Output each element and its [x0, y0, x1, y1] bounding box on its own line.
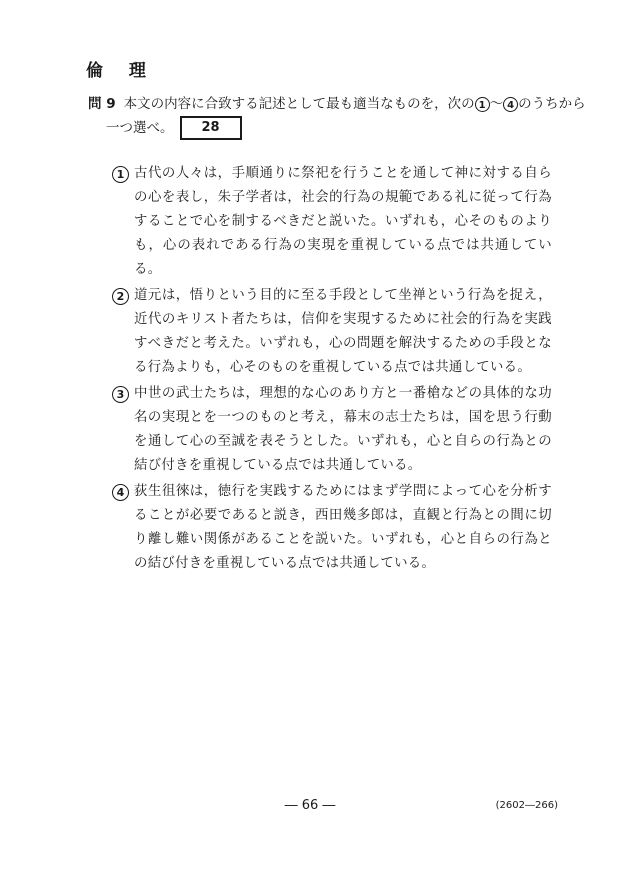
option-3-marker: 3 [112, 386, 129, 403]
option-1-text: 古代の人々は，手順通りに祭祀を行うことを通して神に対する自らの心を表し，朱子学者は，社会的行為の規範である礼に従って行為することで心を制するべきだと説いた。いずれも，心そのものよりも，心の表れである行為の実現を重視している点では共通している。 [134, 166, 552, 277]
question-stem [88, 92, 586, 136]
range-start-marker: 1 [475, 97, 490, 112]
question-text-tail: のうちから [518, 96, 586, 112]
range-separator: ～ [489, 96, 504, 112]
option-1[interactable] [112, 162, 552, 282]
question-text-line2: 一つ選べ。 [106, 120, 174, 136]
option-2[interactable] [112, 284, 552, 380]
option-2-marker: 2 [112, 288, 129, 305]
question-text: 本文の内容に合致する記述として最も適当なものを，次の [123, 96, 475, 112]
option-3[interactable] [112, 382, 552, 478]
subject-title: 倫 理 [86, 61, 156, 81]
option-2-text: 道元は，悟りという目的に至る手段として坐禅という行為を捉え，近代のキリスト者たちは，信仰を実現するために社会的行為を実践すべきだと考えた。いずれも，心の問題を解決するための手段となる行為よりも，心そのものを重視している点では共通している。 [134, 288, 552, 375]
answer-options [112, 162, 552, 578]
option-4-marker: 4 [112, 484, 129, 501]
option-4-text: 荻生徂徠は，徳行を実践するためにはまず学問によって心を分析することが必要であると説き，西田幾多郎は，直観と行為との間に切り離し難い関係があることを説いた。いずれも，心と自らの行為との結び付きを重視している点では共通している。 [134, 484, 552, 571]
page-number: ― 66 ― [284, 798, 336, 813]
answer-box[interactable]: 28 [180, 116, 242, 140]
question-label: 問 9 [88, 96, 116, 112]
option-4[interactable] [112, 480, 552, 576]
option-3-text: 中世の武士たちは，理想的な心のあり方と一番槍などの具体的な功名の実現とを一つのものと考え，幕末の志士たちは，国を思う行動を通して心の至誠を表そうとした。いずれも，心と自らの行為との結び付きを重視している点では共通している。 [134, 386, 552, 473]
exam-code: (2602―266) [495, 800, 558, 811]
range-end-marker: 4 [503, 97, 518, 112]
option-1-marker: 1 [112, 166, 129, 183]
